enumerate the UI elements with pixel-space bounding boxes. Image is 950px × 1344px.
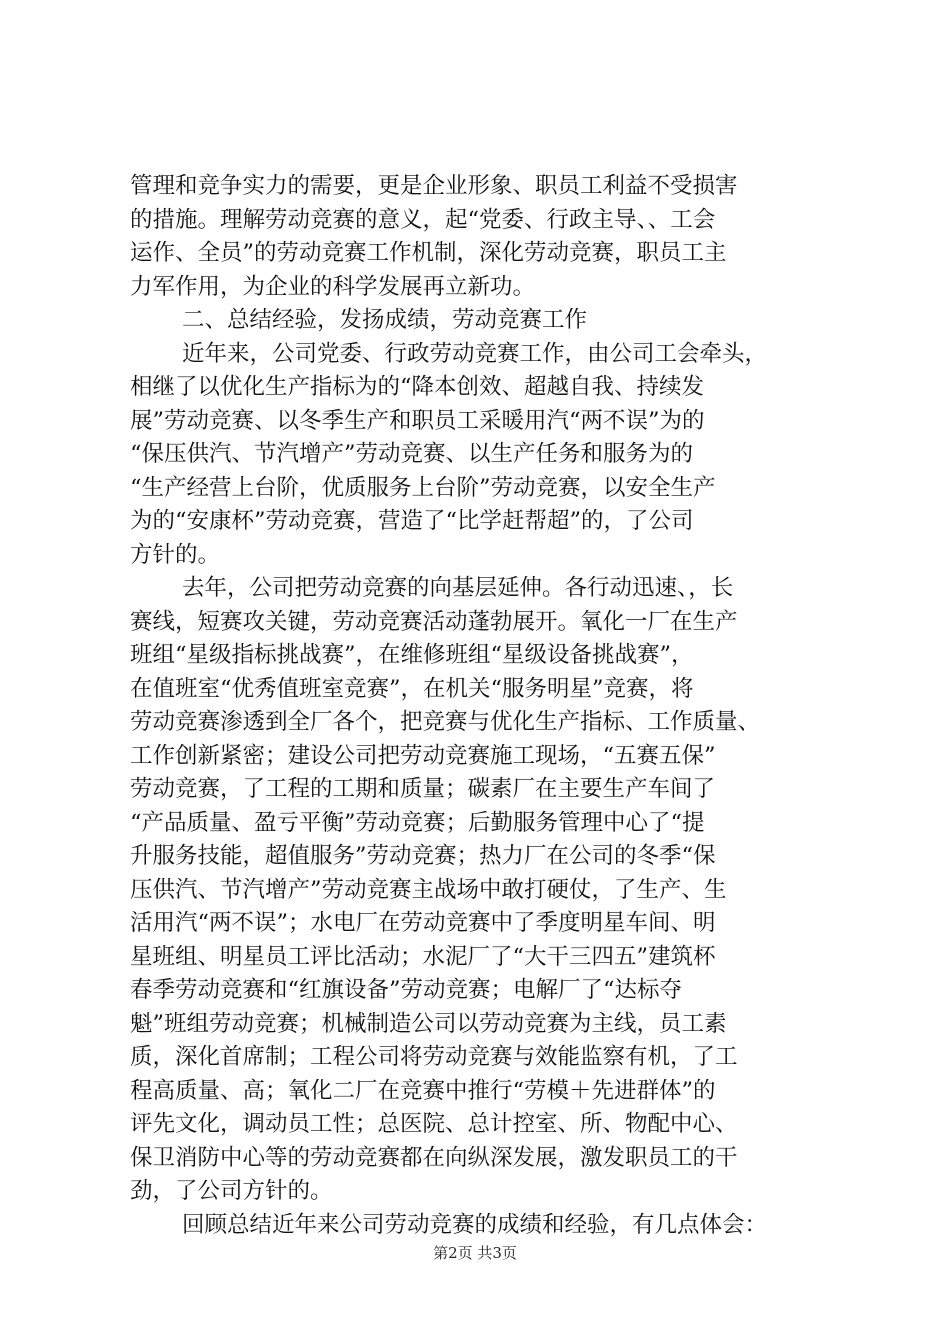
text-line: 春季劳动竞赛和“红旗设备”劳动竞赛；电解厂了“达标夺: [130, 977, 683, 1003]
text-line: 近年来，公司党委、行政劳动竞赛工作，由公司工会牵头，: [182, 340, 768, 367]
text-line: 赛线，短赛攻关键，劳动竞赛活动蓬勃展开。氧化一厂在生产: [130, 608, 738, 635]
text-line: “保压供汽、节汽增产”劳动竞赛、以生产任务和服务为的: [130, 441, 694, 467]
text-line: 程高质量、高；氧化二厂在竞赛中推行“劳模＋先进群体”的: [130, 1077, 716, 1104]
page-footer: 第2页 共3页: [433, 1244, 517, 1262]
text-line: 相继了以优化生产指标为的“降本创效、超越自我、持续发: [130, 374, 705, 400]
text-line: 评先文化，调动员工性；总医院、总计控室、所、物配中心、: [130, 1111, 738, 1137]
text-line: 展”劳动竞赛、以冬季生产和职员工采暖用汽“两不误”为的: [130, 407, 705, 434]
text-line: 劳动竞赛，了工程的工期和质量；碳素厂在主要生产车间了: [130, 776, 716, 802]
text-line: 力军作用，为企业的科学发展再立新功。: [130, 273, 536, 300]
text-line: 劳动竞赛渗透到全厂各个，把竞赛与优化生产指标、工作质量、: [130, 709, 761, 735]
text-line: “产品质量、盈亏平衡”劳动竞赛；后勤服务管理中心了“提: [130, 809, 705, 836]
text-line: 班组“星级指标挑战赛”，在维修班组“星级设备挑战赛”，: [130, 642, 694, 668]
text-line: 在值班室“优秀值班室竞赛”，在机关“服务明星”竞赛，将: [130, 675, 694, 702]
document-body: [130, 170, 840, 1242]
text-line: 质，深化首席制；工程公司将劳动竞赛与效能监察有机，了工: [130, 1044, 738, 1070]
text-line: 方针的。: [130, 541, 221, 568]
text-line: 二、总结经验，发扬成绩，劳动竞赛工作: [182, 307, 588, 333]
text-line: 工作创新紧密；建设公司把劳动竞赛施工现场，“五赛五保”: [130, 742, 716, 769]
text-line: 管理和竞争实力的需要，更是企业形象、职员工利益不受损害: [130, 173, 738, 199]
text-line: 去年，公司把劳动竞赛的向基层延伸。各行动迅速、，长: [182, 575, 734, 601]
text-line: 运作、全员”的劳动竞赛工作机制，深化劳动竞赛，职员工主: [130, 240, 727, 266]
text-line: “生产经营上台阶，优质服务上台阶”劳动竞赛，以安全生产: [130, 474, 716, 501]
text-line: 压供汽、节汽增产”劳动竞赛主战场中敢打硬仗，了生产、生: [130, 876, 727, 903]
text-line: 魁”班组劳动竞赛；机械制造公司以劳动竞赛为主线，员工素: [130, 1010, 727, 1037]
text-line: 回顾总结近年来公司劳动竞赛的成绩和经验，有几点体会：: [182, 1211, 768, 1238]
text-line: 保卫消防中心等的劳动竞赛都在向纵深发展，激发职员工的干: [130, 1144, 738, 1171]
text-line: 星班组、明星员工评比活动；水泥厂了“大干三四五”建筑杯: [130, 943, 716, 970]
text-line: 劲，了公司方针的。: [130, 1178, 333, 1204]
text-line: 的措施。理解劳动竞赛的意义，起“党委、行政主导、、工会: [130, 206, 716, 233]
text-line: 活用汽“两不误”；水电厂在劳动竞赛中了季度明星车间、明: [130, 910, 716, 936]
text-line: 升服务技能，超值服务”劳动竞赛；热力厂在公司的冬季“保: [130, 843, 716, 869]
text-line: 为的“安康杯”劳动竞赛，营造了“比学赶帮超”的，了公司: [130, 508, 694, 534]
